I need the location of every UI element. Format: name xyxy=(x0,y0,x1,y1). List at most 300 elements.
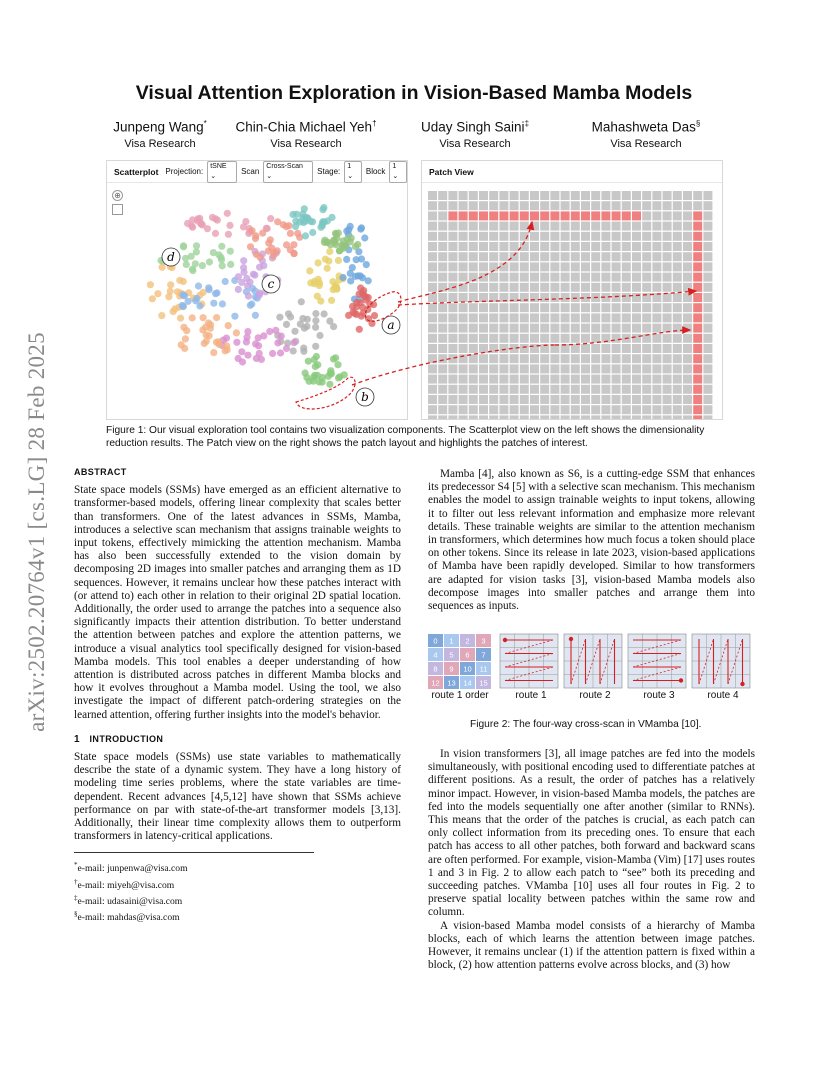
patch-cell xyxy=(520,313,529,322)
patch-cell xyxy=(693,375,702,384)
patch-cell xyxy=(550,211,559,220)
patch-cell xyxy=(612,211,621,220)
scatter-point xyxy=(178,341,185,348)
scatter-point xyxy=(334,361,341,368)
scatter-point xyxy=(247,243,254,250)
patch-cell xyxy=(622,334,631,343)
patch-cell xyxy=(632,273,641,282)
patch-cell xyxy=(448,222,457,231)
scatter-point xyxy=(283,345,290,352)
patch-cell xyxy=(479,201,488,210)
patch-cell xyxy=(459,201,468,210)
patch-cell xyxy=(550,395,559,404)
patch-cell xyxy=(663,273,672,282)
patch-cell xyxy=(601,313,610,322)
scatter-point xyxy=(189,267,196,274)
patch-cell xyxy=(459,375,468,384)
scatter-point xyxy=(252,312,259,319)
route-1-grid xyxy=(500,634,558,688)
scatter-point xyxy=(210,300,217,307)
patch-grid[interactable] xyxy=(422,161,722,419)
patch-cell xyxy=(550,222,559,231)
patch-cell xyxy=(489,283,498,292)
patch-cell xyxy=(571,415,580,419)
patch-cell xyxy=(571,242,580,251)
patch-cell xyxy=(499,354,508,363)
patch-cell xyxy=(673,415,682,419)
patch-cell xyxy=(693,191,702,200)
patch-cell xyxy=(693,232,702,241)
patch-cell xyxy=(520,405,529,414)
patch-cell xyxy=(642,385,651,394)
scatter-point xyxy=(219,300,226,307)
patch-cell xyxy=(581,334,590,343)
patch-cell xyxy=(459,313,468,322)
scatterplot-title: Scatterplot xyxy=(114,166,159,177)
patch-cell xyxy=(469,242,478,251)
scatter-point xyxy=(305,358,312,365)
abstract-text: State space models (SSMs) have emerged as an efficient alternative to transformer-based models, offering linear complexity that scales better than transformers. One of the latest advances in SSMs, Mamba, introduces a selective scan mechanism that assigns trainable weights to input tokens, effectively mimicking the attention mechanism. Mamba has also been successfully extended to the vision domain by decomposing 2D images into smaller patches and arranging them as 1D sequences. However, it remains unclear how these patches interact with (or attend to) each other in relation to their original 2D spatial location. Additionally, the order used to arrange the patches into a sequence also significantly impacts their attention distribution. To better understand the attention between patches and explore the attention patterns, we introduce a visual analytics tool specifically designed for vision-based Mamba models. This tool enables a deeper understanding of how attention is distributed across patches in different Mamba blocks and how it evolves throughout a Mamba model. Using the tool, we also investigate the impact of different patch-ordering strategies on the learned attention, offering further insights into the model's behavior. xyxy=(74,484,401,721)
patch-cell xyxy=(673,211,682,220)
patch-cell xyxy=(683,252,692,261)
route-2-label: route 2 xyxy=(579,690,611,701)
patch-cell xyxy=(499,293,508,302)
scatter-point xyxy=(315,259,322,266)
scatter-point xyxy=(283,223,290,230)
patch-cell xyxy=(591,334,600,343)
patch-cell xyxy=(469,283,478,292)
patch-cell xyxy=(550,334,559,343)
patch-cell xyxy=(438,222,447,231)
patch-cell xyxy=(520,252,529,261)
patch-cell xyxy=(479,242,488,251)
route-4-label: route 4 xyxy=(707,690,739,701)
patch-cell xyxy=(499,232,508,241)
patch-cell xyxy=(489,395,498,404)
patch-cell xyxy=(652,242,661,251)
patch-cell xyxy=(591,242,600,251)
patch-cell xyxy=(448,303,457,312)
patch-cell xyxy=(581,242,590,251)
route-1-label: route 1 xyxy=(515,690,547,701)
scatter-point xyxy=(259,230,266,237)
patch-cell xyxy=(703,385,712,394)
patch-cell xyxy=(663,303,672,312)
patch-cell xyxy=(591,262,600,271)
patch-cell xyxy=(438,262,447,271)
patch-cell xyxy=(540,324,549,333)
abstract-heading: ABSTRACT xyxy=(74,467,127,477)
patch-cell xyxy=(530,191,539,200)
patch-cell xyxy=(622,242,631,251)
patch-cell xyxy=(693,242,702,251)
patch-cell xyxy=(520,242,529,251)
patch-cell xyxy=(550,232,559,241)
scatter-point xyxy=(330,323,337,330)
patch-cell xyxy=(622,293,631,302)
patch-cell xyxy=(469,293,478,302)
svg-text:7: 7 xyxy=(481,650,486,660)
patch-cell xyxy=(683,324,692,333)
patch-cell xyxy=(601,201,610,210)
mamba-paragraph: Mamba [4], also known as S6, is a cutting-edge SSM that enhances its predecessor S4 [5] with a selective scan mechanism. This mechanism enables the model to assign trainable weights to input tokens, allowing it to filter out less relevant information and emphasize more relevant details. These trainable weights are similar to the attention mechanism in transformers, which determines how much focus a token should place on other tokens. Since its release in late 2023, vision-based applications of Mamba have been rapidly developed. Similar to how transformers are adapted for vision tasks [3], vision-based Mamba models also decompose images into smaller patches and arrange them into sequences as inputs. xyxy=(428,468,755,613)
author-name: Chin-Chia Michael Yeh† xyxy=(235,119,377,135)
scatter-point xyxy=(290,347,297,354)
patch-cell xyxy=(561,293,570,302)
patch-cell xyxy=(561,405,570,414)
patch-cell xyxy=(571,273,580,282)
patch-cell xyxy=(459,232,468,241)
scatter-point xyxy=(154,290,161,297)
author-affiliation: Visa Research xyxy=(270,137,342,150)
scatter-point xyxy=(352,243,359,250)
scatter-point xyxy=(269,350,276,357)
scatter-point xyxy=(212,230,219,237)
patch-cell xyxy=(652,354,661,363)
patch-cell xyxy=(652,191,661,200)
patch-view-title: Patch View xyxy=(429,166,474,177)
patch-cell xyxy=(642,344,651,353)
patch-cell xyxy=(703,293,712,302)
scatter-point xyxy=(183,261,190,268)
patch-cell xyxy=(561,375,570,384)
patch-cell xyxy=(530,405,539,414)
scatter-point xyxy=(200,314,207,321)
patch-cell xyxy=(469,262,478,271)
scatter-point xyxy=(256,264,263,271)
zoom-icon[interactable]: ⊕ xyxy=(112,190,123,201)
patch-cell xyxy=(489,222,498,231)
patch-cell xyxy=(469,334,478,343)
patch-cell xyxy=(612,201,621,210)
patch-cell xyxy=(703,252,712,261)
scatter-point xyxy=(309,229,316,236)
patch-cell xyxy=(561,211,570,220)
scatter-point xyxy=(238,348,245,355)
patch-cell xyxy=(520,211,529,220)
scatter-point xyxy=(370,301,377,308)
patch-cell xyxy=(693,313,702,322)
patch-cell xyxy=(499,364,508,373)
svg-text:6: 6 xyxy=(465,650,470,660)
patch-cell xyxy=(499,303,508,312)
patch-cell xyxy=(642,375,651,384)
patch-cell xyxy=(428,415,437,419)
patch-cell xyxy=(561,385,570,394)
scatter-point xyxy=(204,225,211,232)
patch-cell xyxy=(703,232,712,241)
patch-cell xyxy=(642,273,651,282)
patch-cell xyxy=(448,324,457,333)
patch-cell xyxy=(489,344,498,353)
patch-cell xyxy=(632,232,641,241)
svg-text:11: 11 xyxy=(479,664,488,674)
scatter-point xyxy=(147,281,154,288)
patch-cell xyxy=(642,293,651,302)
patch-cell xyxy=(673,334,682,343)
patch-cell xyxy=(530,334,539,343)
patch-cell xyxy=(561,283,570,292)
patch-cell xyxy=(489,405,498,414)
scatter-point xyxy=(165,293,172,300)
patch-cell xyxy=(601,283,610,292)
scatter-point xyxy=(312,324,319,331)
patch-cell xyxy=(612,191,621,200)
patch-cell xyxy=(550,201,559,210)
patch-cell xyxy=(703,191,712,200)
patch-cell xyxy=(663,211,672,220)
patch-cell xyxy=(673,232,682,241)
patch-cell xyxy=(540,354,549,363)
marker-a xyxy=(382,316,400,334)
scatter-point xyxy=(218,243,225,250)
patch-cell xyxy=(632,344,641,353)
patch-cell xyxy=(428,242,437,251)
patch-cell xyxy=(591,313,600,322)
scatter-point xyxy=(179,302,186,309)
patch-cell xyxy=(479,222,488,231)
patch-cell xyxy=(520,375,529,384)
scatter-point xyxy=(222,278,229,285)
patch-cell xyxy=(591,354,600,363)
patch-cell xyxy=(571,395,580,404)
patch-cell xyxy=(459,385,468,394)
scatter-point xyxy=(206,286,213,293)
patch-cell xyxy=(540,385,549,394)
patch-cell xyxy=(683,385,692,394)
patch-cell xyxy=(459,395,468,404)
patch-cell xyxy=(591,293,600,302)
scan-select[interactable]: Cross-Scan ⌄ xyxy=(263,161,313,183)
scatterplot-view xyxy=(106,160,408,420)
patch-cell xyxy=(581,375,590,384)
patch-cell xyxy=(489,191,498,200)
patch-cell xyxy=(499,201,508,210)
patch-cell xyxy=(591,405,600,414)
patch-cell xyxy=(561,364,570,373)
scatter-point xyxy=(225,322,232,329)
author-affiliation: Visa Research xyxy=(124,137,196,150)
block-select[interactable]: 1 ⌄ xyxy=(389,161,407,183)
patch-cell xyxy=(581,405,590,414)
patch-cell xyxy=(428,252,437,261)
patch-cell xyxy=(428,232,437,241)
patch-cell xyxy=(581,283,590,292)
patch-cell xyxy=(520,273,529,282)
patch-cell xyxy=(601,293,610,302)
patch-cell xyxy=(652,375,661,384)
patch-cell xyxy=(673,344,682,353)
patch-cell xyxy=(693,354,702,363)
patch-cell xyxy=(642,242,651,251)
patch-cell xyxy=(663,405,672,414)
patch-cell xyxy=(673,313,682,322)
scatter-point xyxy=(224,210,231,217)
patch-cell xyxy=(632,375,641,384)
scatter-point xyxy=(361,234,368,241)
patch-cell xyxy=(591,364,600,373)
patch-cell xyxy=(438,375,447,384)
stage-select[interactable]: 1 ⌄ xyxy=(344,161,362,183)
scatter-point xyxy=(365,315,372,322)
patch-cell xyxy=(540,273,549,282)
patch-cell xyxy=(459,262,468,271)
scatter-point xyxy=(210,249,217,256)
svg-text:3: 3 xyxy=(481,636,486,646)
patch-cell xyxy=(683,242,692,251)
author-affiliation: Visa Research xyxy=(610,137,682,150)
patch-cell xyxy=(683,395,692,404)
patch-cell xyxy=(469,303,478,312)
svg-text:1: 1 xyxy=(449,636,454,646)
patch-cell xyxy=(663,222,672,231)
patch-cell xyxy=(663,375,672,384)
svg-text:8: 8 xyxy=(433,664,438,674)
patch-cell xyxy=(652,324,661,333)
patch-cell xyxy=(489,252,498,261)
patch-cell xyxy=(561,415,570,419)
patch-cell xyxy=(683,222,692,231)
patch-cell xyxy=(510,354,519,363)
patch-cell xyxy=(612,324,621,333)
patch-cell xyxy=(632,252,641,261)
patch-cell xyxy=(601,324,610,333)
patch-cell xyxy=(601,334,610,343)
svg-text:14: 14 xyxy=(463,678,472,688)
scatter-point xyxy=(248,300,255,307)
patch-cell xyxy=(642,415,651,419)
patch-cell xyxy=(591,324,600,333)
patch-cell xyxy=(469,375,478,384)
patch-cell xyxy=(622,395,631,404)
patch-cell xyxy=(499,252,508,261)
patch-cell xyxy=(561,201,570,210)
patch-cell xyxy=(530,385,539,394)
scan-label: Scan xyxy=(241,167,260,176)
scatter-point xyxy=(274,339,281,346)
patch-cell xyxy=(530,313,539,322)
patch-cell xyxy=(673,395,682,404)
patch-cell xyxy=(663,395,672,404)
patch-cell xyxy=(571,191,580,200)
patch-cell xyxy=(663,262,672,271)
patch-cell xyxy=(561,395,570,404)
patch-cell xyxy=(703,283,712,292)
patch-cell xyxy=(642,283,651,292)
patch-cell xyxy=(438,405,447,414)
scatter-point xyxy=(171,305,178,312)
patch-cell xyxy=(520,303,529,312)
patch-cell xyxy=(571,364,580,373)
patch-cell xyxy=(703,222,712,231)
scatter-point xyxy=(289,211,296,218)
scatter-point xyxy=(180,242,187,249)
patch-cell xyxy=(561,334,570,343)
patch-cell xyxy=(428,405,437,414)
patch-cell xyxy=(612,222,621,231)
scatter-point xyxy=(255,342,262,349)
patch-cell xyxy=(510,283,519,292)
patch-cell xyxy=(673,201,682,210)
patch-cell xyxy=(703,201,712,210)
patch-cell xyxy=(561,222,570,231)
patch-cell xyxy=(703,313,712,322)
patch-cell xyxy=(540,415,549,419)
patch-cell xyxy=(693,201,702,210)
patch-cell xyxy=(622,222,631,231)
patch-cell xyxy=(601,191,610,200)
patch-cell xyxy=(683,283,692,292)
patch-cell xyxy=(499,262,508,271)
patch-cell xyxy=(438,252,447,261)
patch-cell xyxy=(683,334,692,343)
patch-cell xyxy=(448,201,457,210)
projection-select[interactable]: tSNE ⌄ xyxy=(207,161,237,183)
patch-cell xyxy=(571,303,580,312)
introduction-heading: 1 INTRODUCTION xyxy=(74,733,164,745)
patch-cell xyxy=(571,252,580,261)
patch-cell xyxy=(499,242,508,251)
svg-text:12: 12 xyxy=(431,678,440,688)
patch-cell xyxy=(438,324,447,333)
patch-cell xyxy=(622,354,631,363)
patch-cell xyxy=(683,201,692,210)
scatter-point xyxy=(274,218,281,225)
patch-cell xyxy=(571,385,580,394)
patch-cell xyxy=(663,252,672,261)
patch-cell xyxy=(612,273,621,282)
patch-cell xyxy=(448,262,457,271)
patch-cell xyxy=(652,364,661,373)
patch-cell xyxy=(571,232,580,241)
patch-cell xyxy=(632,334,641,343)
patch-cell xyxy=(632,293,641,302)
scatter-point xyxy=(243,334,250,341)
patch-cell xyxy=(612,242,621,251)
patch-cell xyxy=(499,344,508,353)
patch-cell xyxy=(448,232,457,241)
patch-cell xyxy=(663,232,672,241)
scatter-point xyxy=(312,343,319,350)
patch-cell xyxy=(683,344,692,353)
patch-cell xyxy=(499,415,508,419)
patch-cell xyxy=(673,375,682,384)
scatter-point xyxy=(203,331,210,338)
scatter-point xyxy=(343,256,350,263)
cross-scan-diagram xyxy=(426,632,756,690)
patch-cell xyxy=(550,273,559,282)
scatterplot-canvas[interactable] xyxy=(107,161,407,419)
patch-cell xyxy=(459,252,468,261)
patch-cell xyxy=(469,415,478,419)
scatter-point xyxy=(267,215,274,222)
scatter-point xyxy=(336,373,343,380)
patch-cell xyxy=(540,303,549,312)
scatter-point xyxy=(291,339,298,346)
scatter-point xyxy=(219,262,226,269)
paper-title: Visual Attention Exploration in Vision-Based Mamba Models xyxy=(135,82,693,104)
patch-cell xyxy=(530,364,539,373)
patch-cell xyxy=(571,211,580,220)
scatter-point xyxy=(352,273,359,280)
patch-cell xyxy=(448,364,457,373)
patch-cell xyxy=(632,395,641,404)
patch-cell xyxy=(663,313,672,322)
patch-cell xyxy=(530,415,539,419)
patch-cell xyxy=(530,232,539,241)
footnote-2: †e-mail: miyeh@visa.com xyxy=(74,877,175,891)
scatter-point xyxy=(235,286,242,293)
